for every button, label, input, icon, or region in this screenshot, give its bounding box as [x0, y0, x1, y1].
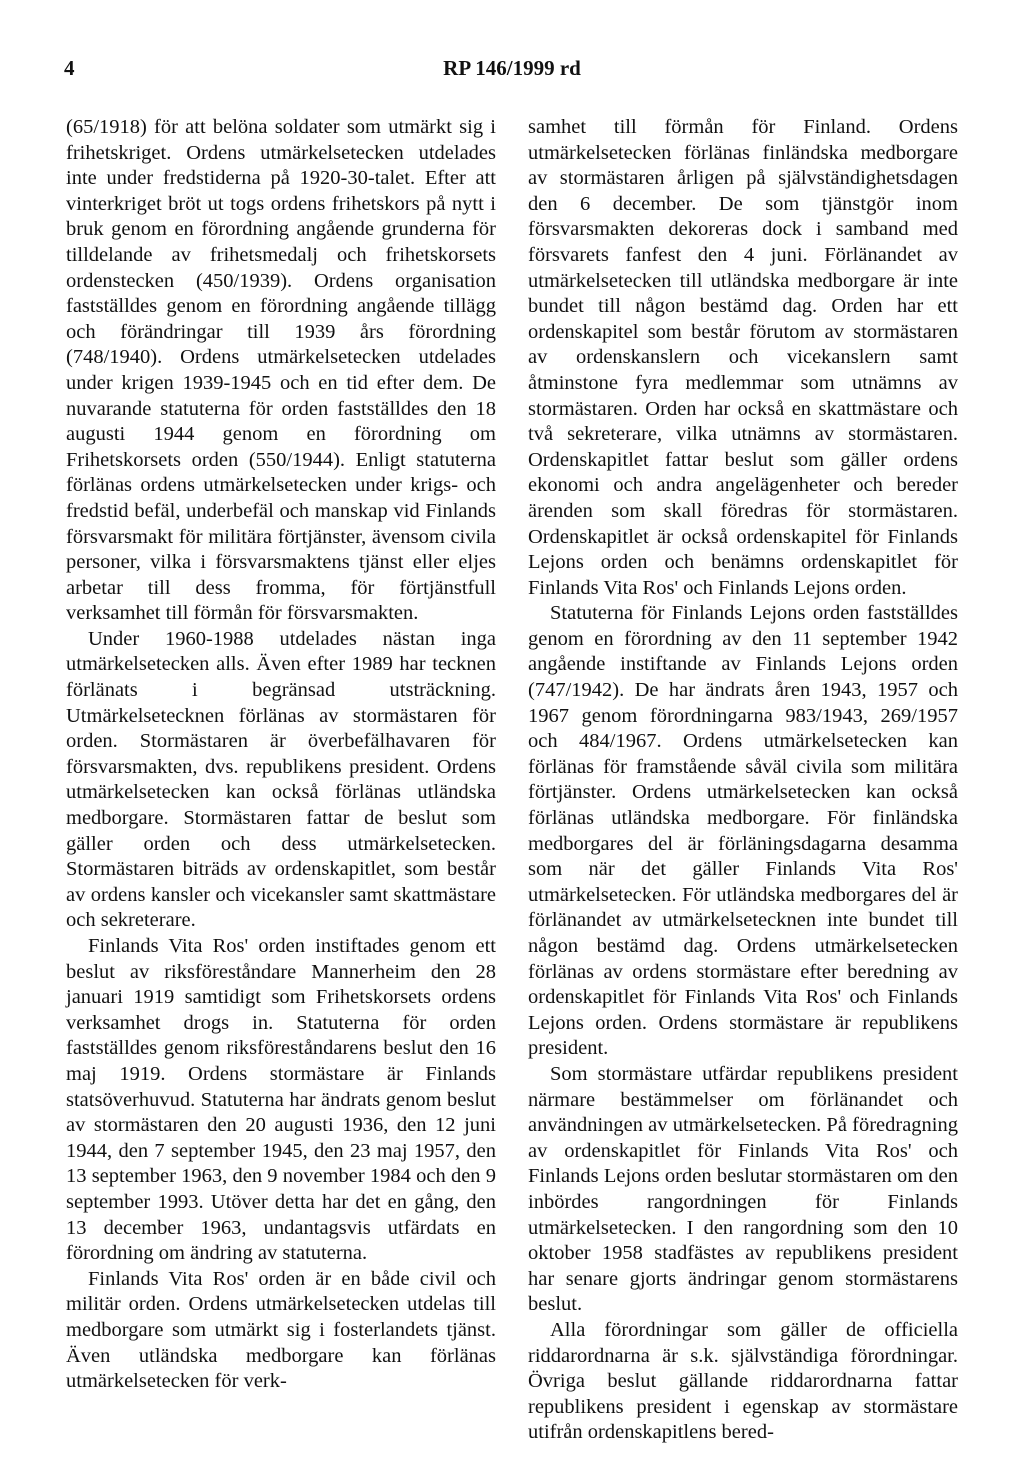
document-reference: RP 146/1999 rd — [443, 56, 581, 80]
left-column — [66, 115, 496, 1395]
right-paragraph-3: Som stormästare utfärdar republikens president närmare bestämmelser om förlänandet och användningen av utmärkelsetecken. På föredragning av ordenskapitlet för Finlands Vita Ros' och Finlands Lejons orden beslutar stormästaren om den inbördes rangordningen för Finlands utmärkelsetecken. I den rangordning som den 10 oktober 1958 stadfästes av republikens president har senare gjorts ändringar genom stormästarens beslut. — [528, 1062, 958, 1316]
right-paragraph-1: samhet till förmån för Finland. Ordens utmärkelsetecken förlänas finländska medborgare av stormästaren årligen på självständighetsdagen den 6 december. De som tjänstgör inom försvarsmakten dekoreras dock i samband med försvarets fanfest den 4 juni. Förlänandet av utmärkelsetecken till utländska medborgare är inte bundet till någon bestämd dag. Orden har ett ordenskapitel som består förutom av stormästaren av ordenskanslern och vicekanslern samt åtminstone fyra medlemmar som utnämns av stormästaren. Orden har också en skattmästare och två sekreterare, vilka utnämns av stormästaren. Ordenskapitlet fattar beslut som gäller ordens ekonomi och andra angelägenheter och bereder ärenden som skall föredras för stormästaren. Ordenskapitlet är också ordenskapitel för Finlands Lejons orden och benämns ordenskapitlet för Finlands Vita Ros' och Finlands Lejons orden. — [528, 116, 958, 599]
right-column — [528, 115, 958, 1446]
left-paragraph-4: Finlands Vita Ros' orden är en både civil och militär orden. Ordens utmärkelsetecken utdelas till medborgare som utmärkt sig i fosterlandets tjänst. Även utländska medborgare kan förlänas utmärkelsetecken för verk- — [66, 1267, 496, 1393]
page-number: 4 — [64, 56, 75, 80]
right-paragraph-2: Statuterna för Finlands Lejons orden fastställdes genom en förordning av den 11 september 1942 angående instiftande av Finlands Lejons orden (747/1942). De har ändrats åren 1943, 1957 och 1967 genom förordningarna 983/1943, 269/1957 och 484/1967. Ordens utmärkelsetecken kan förlänas för framstående såväl civila som militära förtjänster. Ordens utmärkelsetecken kan också förlänas utländska medborgare. För finländska medborgares del är förläningsdagarna desamma som när det gäller Finlands Vita Ros' utmärkelsetecken. För utländska medborgares del är förlänandet av utmärkelsetecknen inte bundet till någon bestämd dag. Ordens utmärkelsetecken förlänas av ordens stormästare efter beredning av ordenskapitlet för Finlands Vita Ros' och Finlands Lejons orden. Ordens stormästare är republikens president. — [528, 602, 958, 1060]
left-paragraph-1: (65/1918) för att belöna soldater som utmärkt sig i frihetskriget. Ordens utmärkelsetecken utdelades inte under fredstiderna på 1920-30-talet. Efter att vinterkriget bröt ut togs ordens frihetskors på nytt i bruk genom en förordning angående grunderna för tilldelande av frihetsmedalj och frihetskorsets ordenstecken (450/1939). Ordens organisation fastställdes genom en förordning angående tillägg och förändringar till 1939 års förordning (748/1940). Ordens utmärkelsetecken utdelades under krigen 1939-1945 och en tid efter dem. De nuvarande statuterna för orden fastställdes den 18 augusti 1944 genom en förordning om Frihetskorsets orden (550/1944). Enligt statuterna förlänas ordens utmärkelsetecken under krigs- och fredstid befäl, underbefäl och manskap vid Finlands försvarsmakt för militära förtjänster, ävensom civila personer, vilka i försvarsmaktens tjänst eller eljes arbetar till dess fromma, för förtjänstfull verksamhet till förmån för försvarsmakten. — [66, 116, 496, 625]
page-header — [64, 56, 960, 86]
right-paragraph-4: Alla förordningar som gäller de officiella riddarordnarna är s.k. självständiga förordningar. Övriga beslut gällande riddarordnarna fattar republikens president i egenskap av stormästare utifrån ordenskapitlens bered- — [528, 1318, 958, 1444]
left-paragraph-2: Under 1960-1988 utdelades nästan inga utmärkelsetecken alls. Även efter 1989 har tecknen förlänats i begränsad utsträckning. Utmärkelsetecknen förlänas av stormästaren för orden. Stormästaren är överbefälhavaren för försvarsmakten, dvs. republikens president. Ordens utmärkelsetecken kan också förlänas utländska medborgare. Stormästaren fattar de beslut som gäller orden och dess utmärkelsetecken. Stormästaren biträds av ordenskapitlet, som består av ordens kansler och vicekansler samt skattmästare och sekreterare. — [66, 627, 496, 932]
left-paragraph-3: Finlands Vita Ros' orden instiftades genom ett beslut av riksföreståndare Mannerheim den 28 januari 1919 samtidigt som Frihetskorsets ordens verksamhet drogs in. Statuterna för orden fastställdes genom riksföreståndarens beslut den 16 maj 1919. Ordens stormästare är Finlands statsöverhuvud. Statuterna har ändrats genom beslut av stormästaren den 20 augusti 1936, den 12 juni 1944, den 7 september 1945, den 23 maj 1957, den 13 september 1963, den 9 november 1984 och den 9 september 1993. Utöver detta har det en gång, den 13 december 1963, undantagsvis utfärdats en förordning om ändring av statuterna. — [66, 935, 496, 1265]
